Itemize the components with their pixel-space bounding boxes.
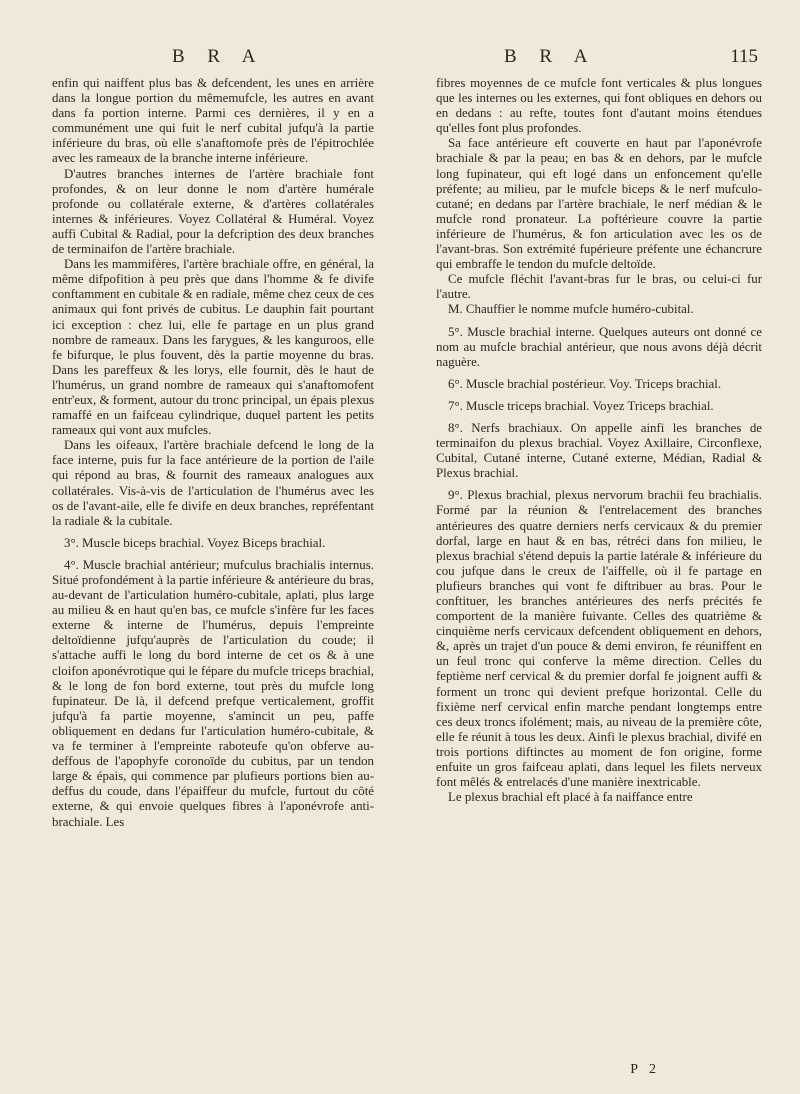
paragraph: Dans les mammifères, l'artère brachiale offre, en général, la même difpofition à peu près que dans l'homme & fe divife conftamment en cubitale & en radiale, même chez ceux de ces animaux qui font privés de cubitus. Le dauphin fait pourtant ici exception : chez lui, elle fe partage en un plus grand nombre de rameaux. Dans les farygues, & les kanguroos, elle fe bifurque, le plus fouvent, dès la partie moyenne du bras. Dans les pareffeux & les lorys, elle fournit, dès le haut de l'humérus, un grand nombre de rameaux qui s'anaftomofent entr'eux, & forment, autour du tronc principal, un épais plexus ramaffé en un faifceau cylindrique, duquel partent les petits rameaux qui vont aux mufcles.	[52, 257, 374, 438]
header-right-title: B R A	[504, 46, 597, 67]
section-entry: 9°. Plexus brachial, plexus nervorum brachii feu brachialis. Formé par la réunion & l'entrelacement des branches antérieures des quatre derniers nerfs cervicaux & du premier dorfal, large en haut & en bas, rétréci dans fon milieu, le plexus brachial s'étend depuis la partie latérale & inférieure du cou jufque dans le creux de l'aiffelle, où il fe partage en plufieurs branches qui vont fe diftribuer au bras. Pour le conftituer, les branches antérieures des nerfs précités fe comportent de la manière fuivante. Celles des quatrième & cinquième nerfs cervicaux defcendent obliquement en dehors, &, après un trajet d'un pouce & demi environ, fe réuniffent en un feul tronc qui conferve la même direction. Celles du feptième nerf cervical & du premier dorfal fe joignent auffi & forment un tronc qui devient prefque horizontal. Celle du fixième nerf cervical enfin marche pendant longtemps entre ces deux troncs ifolément; mais, au niveau de la première côte, elle fe réunit à tous les deux. Ainfi le plexus brachial, divifé en trois portions diftinctes au moment de fon origine, forme enfuite un gros faifceau aplati, dans lequel les filets nerveux font mêlés & entrelacés d'une manière inextricable.	[436, 488, 762, 790]
printer-signature-mark: P 2	[630, 1062, 660, 1077]
right-column	[436, 76, 762, 805]
section-entry: 7°. Muscle triceps brachial. Voyez Triceps brachial.	[448, 398, 714, 413]
section-entry: 5°. Muscle brachial interne. Quelques auteurs ont donné ce nom au mufcle brachial antérieur, que nous avons déjà décrit naguère.	[436, 324, 762, 369]
page-number: 115	[730, 46, 758, 67]
section-entry: 8°. Nerfs brachiaux. On appelle ainfi les branches de terminaifon du plexus brachial. Voyez Axillaire, Circonflexe, Cubital, Cutané interne, Cutané externe, Médian, Radial & Plexus brachial.	[436, 420, 762, 481]
left-column	[52, 76, 374, 830]
section-entry: 4°. Muscle brachial antérieur; mufculus brachialis internus. Situé profondément à la partie inférieure & antérieure du bras, au-devant de l'articulation huméro-cubitale, aplati, plus large au milieu & en haut qu'en bas, ce mufcle s'infère fur les faces externe & interne de l'humérus, depuis l'empreinte deltoïdienne jufqu'auprès de l'articulation du coude; il s'attache auffi le long du bord interne de cet os & à une cloifon aponévrotique qui le fépare du mufcle triceps brachial, & le long de fon bord externe, tout près du mufcle long fupinateur. De là, il defcend prefque verticalement, groffit jufqu'à fa partie moyenne, s'amincit un peu, paffe obliquement en dedans fur l'articulation huméro-cubitale, & va fe terminer à l'empreinte raboteufe qu'on obferve au-deffous de l'apophyfe coronoïde du cubitus, par un tendon large & épais, qui commence par plufieurs portions bien au-deffus du coude, dans l'épaiffeur du mufcle, furtout du côté externe, & qui envoie quelques fibres à l'aponévrofe anti-brachiale. Les	[52, 557, 374, 829]
header-left-title: B R A	[172, 46, 265, 67]
paragraph: enfin qui naiffent plus bas & defcendent, les unes en arrière dans la longue portion du mêmemufcle, les autres en avant dans fa portion interne. Parmi ces dernières, il y en a communément une qui fuit le nerf cubital jufqu'à la partie inférieure du bras, où elle s'anaftomofe près de l'épitrochlée avec les rameaux de la branche interne inférieure.	[52, 76, 374, 166]
running-header	[52, 40, 758, 70]
paragraph: Sa face antérieure eft couverte en haut par l'aponévrofe brachiale & par la peau; en bas & en dehors, par le mufcle long fupinateur, qui eft logé dans un enfoncement qu'elle préfente; au milieu, par le mufcle biceps & le nerf mufculo-cutané; en dedans par l'artère brachiale, le nerf médian & le mufcle rond pronateur. La poftérieure couvre la partie inférieure de l'humérus, & fon articulation avec les os de l'avant-bras. Son extrémité fupérieure préfente une échancrure qui embraffe le tendon du mufcle deltoïde.	[436, 136, 762, 272]
paragraph: M. Chauffier le nomme mufcle huméro-cubital.	[448, 302, 694, 317]
paragraph: Le plexus brachial eft placé à fa naiffance entre	[448, 790, 693, 805]
section-entry: 6°. Muscle brachial postérieur. Voy. Triceps brachial.	[448, 376, 722, 391]
paragraph: fibres moyennes de ce mufcle font verticales & plus longues que les internes ou les externes, qui font obliques en dehors ou en dedans : au refte, toutes font d'autant moins étendues qu'elles font plus profondes.	[436, 76, 762, 136]
paragraph: Dans les oifeaux, l'artère brachiale defcend le long de la face interne, puis fur la face antérieure de la portion de l'aile qui répond au bras, & fournit des rameaux analogues aux collatérales. Vis-à-vis de l'articulation de l'humérus avec les os de l'avant-aile, elle fe divife en deux branches, repréfentant la radiale & la cubitale.	[52, 438, 374, 528]
paragraph: D'autres branches internes de l'artère brachiale font profondes, & on leur donne le nom d'artère humérale profonde ou collatérale externe, & d'artères collatérales internes & inférieures. Voyez Collatéral & Huméral. Voyez auffi Cubital & Radial, pour la defcription des deux branches de terminaifon de l'artère brachiale.	[52, 166, 374, 257]
section-entry: 3°. Muscle biceps brachial. Voyez Biceps brachial.	[64, 535, 326, 550]
paragraph: Ce mufcle fléchit l'avant-bras fur le bras, ou celui-ci fur l'autre.	[436, 272, 762, 302]
